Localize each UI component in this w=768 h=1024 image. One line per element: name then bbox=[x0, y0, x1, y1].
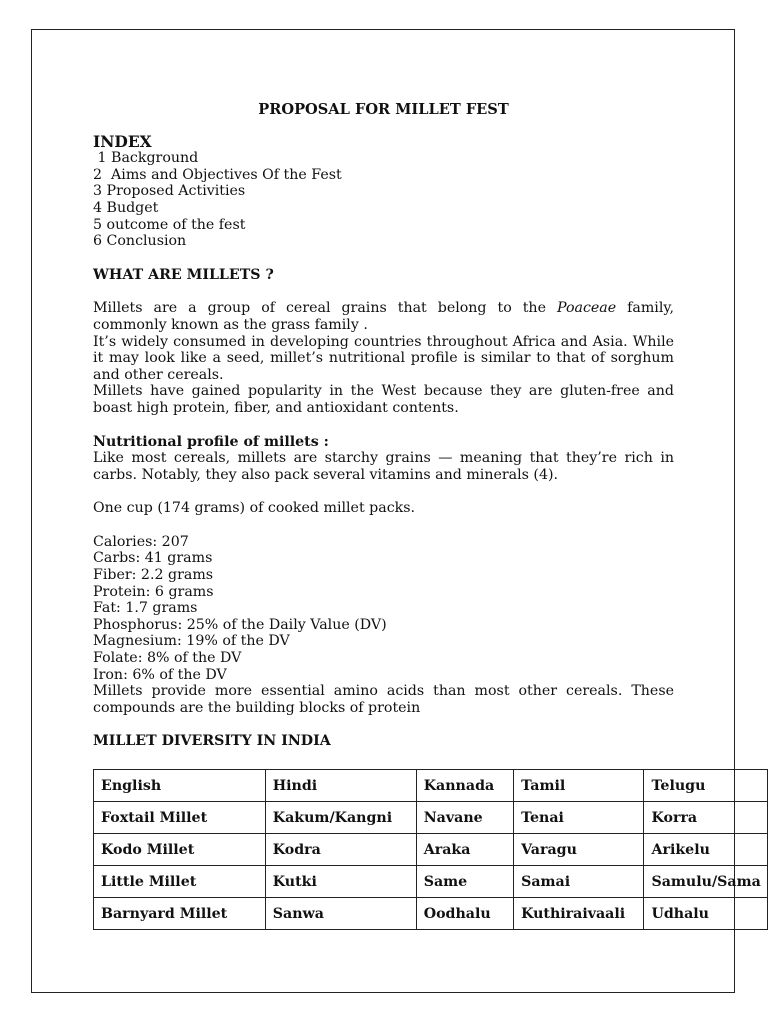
table-cell: Udhalu bbox=[644, 898, 768, 930]
table-cell: Varagu bbox=[514, 834, 644, 866]
table-cell: Samai bbox=[514, 866, 644, 898]
italic-term: Poaceae bbox=[556, 300, 617, 317]
table-cell: Little Millet bbox=[94, 866, 266, 898]
table-header-cell: Tamil bbox=[514, 770, 644, 802]
table-header-row bbox=[94, 770, 768, 802]
index-heading: INDEX bbox=[93, 131, 152, 151]
nutrition-fact: Fat: 1.7 grams bbox=[93, 600, 198, 617]
table-cell: Navane bbox=[416, 802, 513, 834]
table-row bbox=[94, 898, 768, 930]
table-cell: Korra bbox=[644, 802, 768, 834]
table-cell: Araka bbox=[416, 834, 513, 866]
nutrition-facts-list bbox=[93, 534, 674, 683]
nutrition-fact: Magnesium: 19% of the DV bbox=[93, 633, 290, 650]
index-item: 2 Aims and Objectives Of the Fest bbox=[93, 166, 342, 183]
millets-paragraph-2: It’s widely consumed in developing countries throughout Africa and Asia. While it may look like a seed, millet’s nutritional profile is similar to that of sorghum and other cereals. bbox=[93, 333, 674, 383]
table-header-cell: Hindi bbox=[265, 770, 416, 802]
table-cell: Arikelu bbox=[644, 834, 768, 866]
table-cell: Kakum/Kangni bbox=[265, 802, 416, 834]
table-row bbox=[94, 802, 768, 834]
table-cell: Barnyard Millet bbox=[94, 898, 266, 930]
index-item: 1 Background bbox=[93, 150, 199, 167]
table-row bbox=[94, 834, 768, 866]
table-cell: Kodra bbox=[265, 834, 416, 866]
table-cell: Kodo Millet bbox=[94, 834, 266, 866]
nutrition-heading: Nutritional profile of millets : bbox=[93, 433, 329, 450]
index-list bbox=[93, 150, 674, 250]
millets-heading: WHAT ARE MILLETS ? bbox=[93, 266, 274, 283]
nutrition-intro: Like most cereals, millets are starchy grains — meaning that they’re rich in carbs. Notably, they also pack several vitamins and minerals (4). bbox=[93, 450, 674, 483]
text-span: family, commonly known as the grass family . bbox=[93, 300, 675, 333]
index-item: 3 Proposed Activities bbox=[93, 183, 246, 200]
table-cell: Kuthiraivaali bbox=[514, 898, 644, 930]
table-cell: Foxtail Millet bbox=[94, 802, 266, 834]
nutrition-fact: Phosphorus: 25% of the Daily Value (DV) bbox=[93, 616, 387, 633]
nutrition-cup: One cup (174 grams) of cooked millet packs. bbox=[93, 500, 416, 517]
nutrition-closing: Millets provide more essential amino acids than most other cereals. These compounds are the building blocks of protein bbox=[93, 683, 674, 716]
document-title: PROPOSAL FOR MILLET FEST bbox=[258, 101, 509, 118]
table-header-cell: Telugu bbox=[644, 770, 768, 802]
nutrition-fact: Folate: 8% of the DV bbox=[93, 650, 242, 667]
nutrition-fact: Fiber: 2.2 grams bbox=[93, 567, 214, 584]
millets-paragraph-3: Millets have gained popularity in the West because they are gluten-free and boast high protein, fiber, and antioxidant contents. bbox=[93, 383, 674, 416]
table-cell: Kutki bbox=[265, 866, 416, 898]
index-item: 6 Conclusion bbox=[93, 233, 187, 250]
table-cell: Sanwa bbox=[265, 898, 416, 930]
table-header-cell: English bbox=[94, 770, 266, 802]
nutrition-fact: Protein: 6 grams bbox=[93, 583, 214, 600]
nutrition-fact: Iron: 6% of the DV bbox=[93, 666, 227, 683]
table-cell: Samulu/Sama bbox=[644, 866, 768, 898]
table-header-cell: Kannada bbox=[416, 770, 513, 802]
millet-diversity-table bbox=[93, 769, 768, 930]
nutrition-fact: Carbs: 41 grams bbox=[93, 550, 213, 567]
table-row bbox=[94, 866, 768, 898]
table-cell: Tenai bbox=[514, 802, 644, 834]
millets-paragraph-1 bbox=[93, 300, 674, 333]
index-item: 5 outcome of the fest bbox=[93, 216, 246, 233]
table-cell: Same bbox=[416, 866, 513, 898]
text-span: Millets are a group of cereal grains that belong to the bbox=[93, 300, 557, 317]
index-item: 4 Budget bbox=[93, 199, 159, 216]
nutrition-fact: Calories: 207 bbox=[93, 533, 189, 550]
table-cell: Oodhalu bbox=[416, 898, 513, 930]
diversity-heading: MILLET DIVERSITY IN INDIA bbox=[93, 733, 331, 750]
document-body bbox=[93, 102, 674, 750]
